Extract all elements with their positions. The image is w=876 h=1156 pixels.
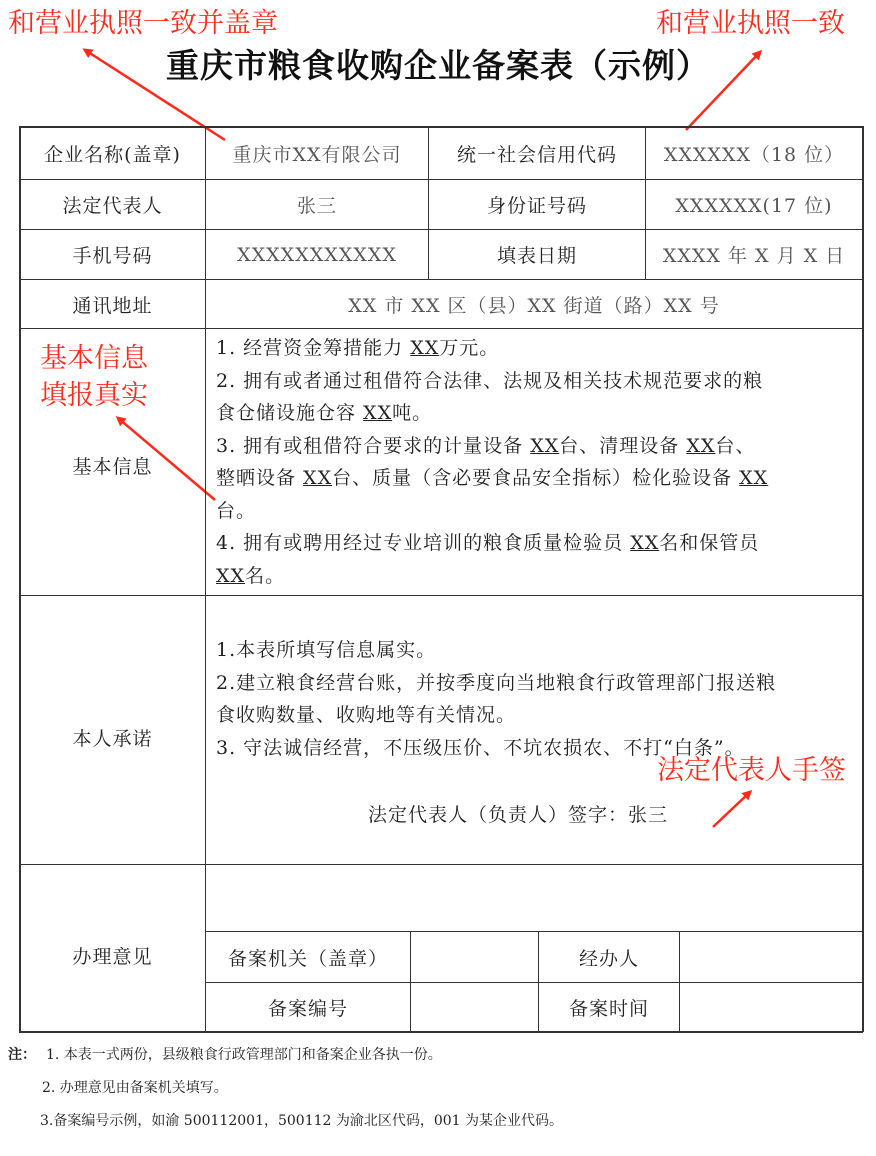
basic-info-label: 基本信息	[72, 455, 153, 478]
fill-date-label: 填表日期	[496, 245, 577, 267]
phone-label: 手机号码	[72, 245, 153, 267]
filing-number-label: 备案编号	[267, 997, 348, 1020]
note-3: 3.备案编号示例，如渝 500112001，500112 为渝北区代码，001 为某企业代码。	[40, 1113, 564, 1129]
id-number-value: XXXXXX(17 位)	[675, 195, 833, 217]
credit-code-label: 统一社会信用代码	[456, 143, 617, 166]
fill-date-value: XXXX 年 X 月 X 日	[662, 245, 846, 267]
company-name-value: 重庆市XX有限公司	[232, 143, 402, 166]
address-label: 通讯地址	[72, 294, 153, 317]
page-title: 重庆市粮食收购企业备案表（示例）	[166, 46, 710, 85]
signature-line: 法定代表人（负责人）签字：张三	[368, 804, 669, 826]
legal-rep-label: 法定代表人	[62, 195, 163, 217]
filing-agency-label: 备案机关（盖章）	[227, 947, 388, 970]
annotation-company-name: 和营业执照一致并盖章	[8, 8, 278, 39]
company-name-label: 企业名称(盖章)	[44, 143, 181, 166]
handler-label: 经办人	[578, 947, 639, 970]
promise-label: 本人承诺	[72, 727, 153, 750]
arrow-to-top-right-note	[686, 52, 760, 130]
annotation-credit-code: 和营业执照一致	[656, 8, 845, 39]
note-2: 2. 办理意见由备案机关填写。	[42, 1080, 228, 1096]
legal-rep-value: 张三	[296, 195, 337, 217]
filing-time-label: 备案时间	[568, 997, 649, 1020]
annotation-signature: 法定代表人手签	[657, 755, 846, 786]
opinion-label: 办理意见	[72, 945, 153, 968]
note-1: 1. 本表一式两份，县级粮食行政管理部门和备案企业各执一份。	[46, 1047, 442, 1063]
phone-value: XXXXXXXXXXX	[237, 243, 397, 266]
notes-prefix: 注：	[8, 1047, 36, 1063]
arrow-to-signature-note	[713, 792, 750, 827]
promise-content: 1.本表所填写信息属实。 2.建立粮食经营台账，并按季度向当地粮食行政管理部门报送粮 食收购数量、收购地等有关情况。 3. 守法诚信经营，不压级压价、不坑农损农、不打“白条”。	[216, 639, 777, 759]
annotation-basic-info-2: 填报真实	[40, 380, 148, 411]
credit-code-value: XXXXXX（18 位）	[663, 143, 845, 166]
id-number-label: 身份证号码	[486, 195, 587, 217]
address-value: XX 市 XX 区（县）XX 街道（路）XX 号	[348, 294, 720, 317]
annotation-basic-info-1: 基本信息	[40, 343, 148, 374]
basic-info-content: 1. 经营资金筹措能力 XX万元。 2. 拥有或者通过租借符合法律、法规及相关技术规范要求的粮 食仓储设施仓容 XX吨。 3. 拥有或租借符合要求的计量设备 XX台、清理设备 XX台、 整晒设备 XX台、质量（含必要食品安全指标）检化验设备 XX 台。 4. 拥有或聘用经过专业培训的粮食质量检验员 XX名和保管员 XX名。	[216, 337, 769, 587]
